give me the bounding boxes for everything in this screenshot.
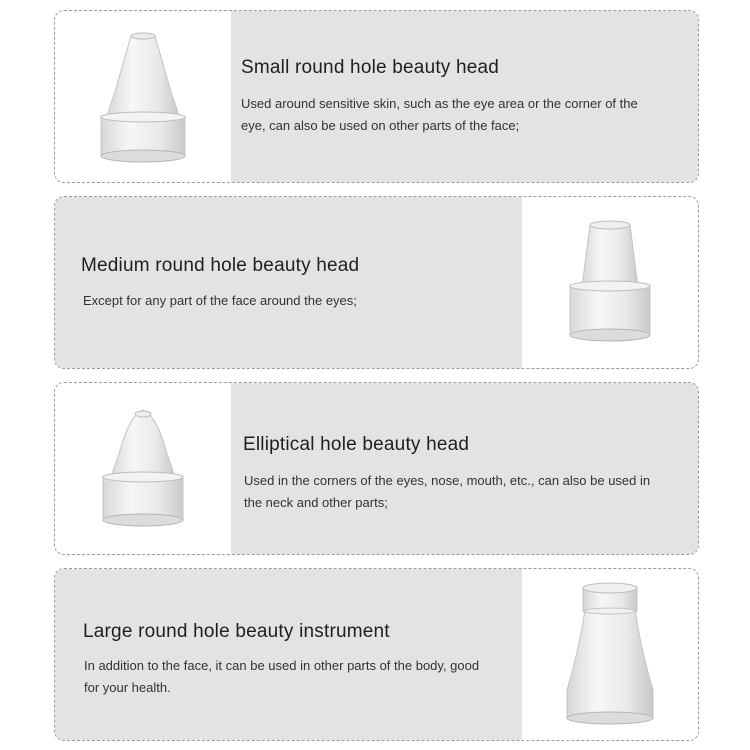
card-description: Used around sensitive skin, such as the eye area or the corner of the eye, can also be used on other parts of the face; <box>241 96 638 133</box>
card-description: Used in the corners of the eyes, nose, mouth, etc., can also be used in the neck and other parts; <box>244 473 651 510</box>
card-title: Large round hole beauty instrument <box>83 621 390 642</box>
product-card-medium-round <box>54 196 699 369</box>
product-image <box>55 11 231 182</box>
text-panel <box>231 383 698 554</box>
large-round-hole-head-icon <box>555 580 665 730</box>
product-image <box>55 383 231 554</box>
card-description: Except for any part of the face around the eyes; <box>83 293 357 308</box>
text-panel <box>55 197 522 368</box>
card-title: Small round hole beauty head <box>241 57 500 78</box>
product-card-small-round <box>54 10 699 183</box>
elliptical-hole-head-icon <box>93 404 193 534</box>
medium-round-hole-head-icon <box>560 213 660 353</box>
small-round-hole-head-icon <box>93 22 193 172</box>
card-title: Medium round hole beauty head <box>81 255 360 276</box>
card-title: Elliptical hole beauty head <box>243 434 470 455</box>
product-card-elliptical <box>54 382 699 555</box>
product-image <box>522 569 698 740</box>
product-image <box>522 197 698 368</box>
product-card-large-round <box>54 568 699 741</box>
card-description: In addition to the face, it can be used in other parts of the body, good for your health. <box>84 658 480 695</box>
